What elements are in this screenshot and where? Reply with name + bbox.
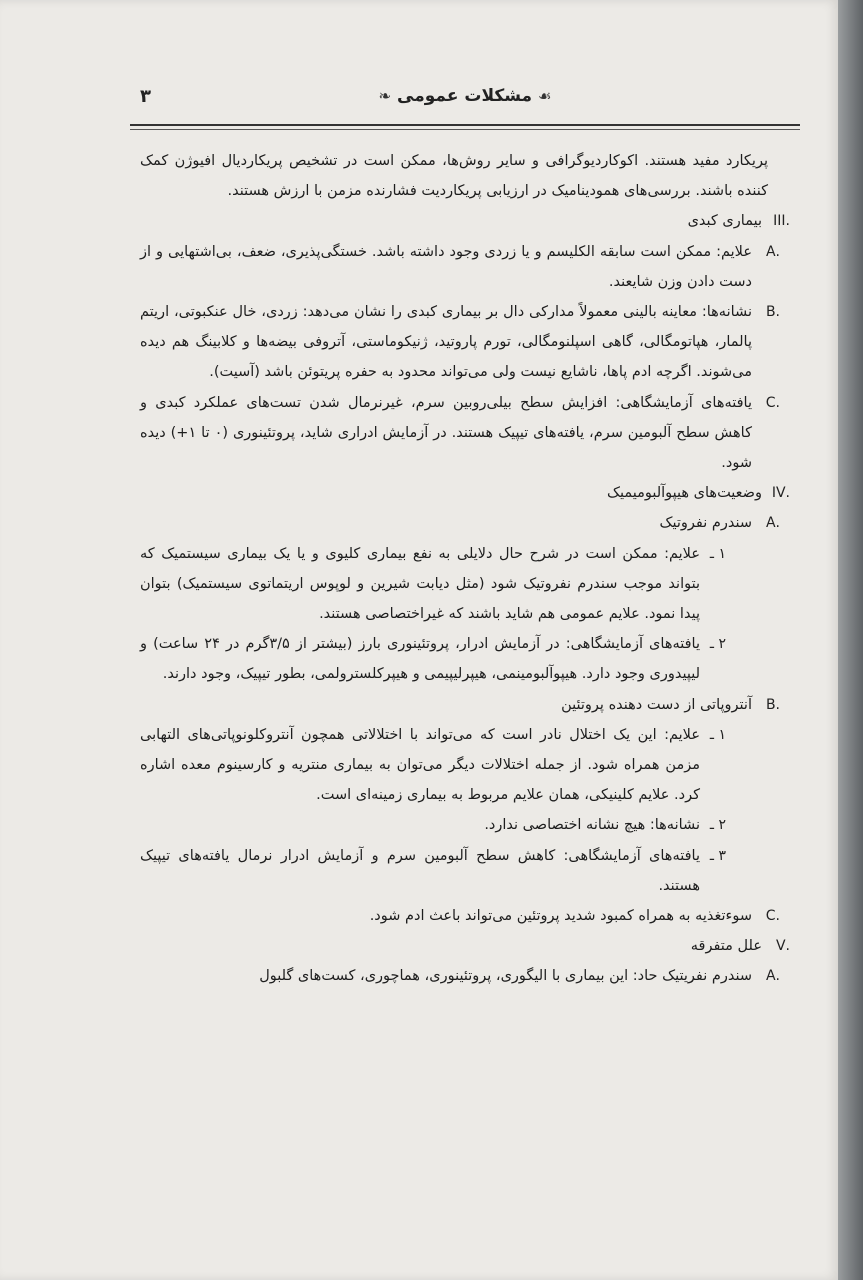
item-text: علایم: ممکن است سابقه الکلیسم و یا زردی وجود داشته باشد. خستگی‌پذیری، ضعف، بی‌اشتهایی و از دست دادن وزن شایعند. xyxy=(140,243,752,290)
item-marker: .C xyxy=(765,908,780,925)
section-title: علل متفرقه xyxy=(690,938,762,955)
item-text: یافته‌های آزمایشگاهی: در آزمایش ادرار، پروتئینوری بارز (بیشتر از ۳/۵گرم در ۲۴ ساعت) و لیپیدوری وجود دارد. هیپوآلبومینمی، هیپرلیپیمی و هیپرکلسترولمی، بطور تیپیک، وجود دارند. xyxy=(140,636,701,683)
header-rule-thin xyxy=(130,129,800,130)
list-item xyxy=(140,961,790,991)
numbered-item xyxy=(140,720,790,811)
item-marker: .A xyxy=(765,515,780,532)
numbered-item xyxy=(140,539,790,630)
section-title: بیماری کبدی xyxy=(687,213,762,230)
number-marker: ۳ ـ xyxy=(709,847,726,864)
item-marker: .A xyxy=(765,968,780,985)
number-marker: ۱ ـ xyxy=(709,726,726,743)
header-rule xyxy=(130,124,800,126)
list-item xyxy=(140,901,790,931)
page-header xyxy=(130,86,800,122)
item-text: یافته‌های آزمایشگاهی: افزایش سطح بیلی‌روبین سرم، غیرنرمال شدن تست‌های عملکرد کبدی و کاهش سطح آلبومین سرم، یافته‌های تیپیک هستند. در آزمایش ادراری شاید، پروتئینوری (۰ تا ‎+۱) دیده شود. xyxy=(140,394,753,472)
list-item xyxy=(140,237,790,297)
ornament-icon: ☙ xyxy=(538,87,552,105)
section-heading xyxy=(140,931,790,961)
section-heading xyxy=(140,478,790,508)
item-marker: .C xyxy=(765,394,780,411)
item-text: علایم: ممکن است در شرح حال دلایلی به نفع بیماری کلیوی و یا یک بیماری سیستمیک که بتواند موجب سندرم نفروتیک شود (مثل دیابت شیرین و لوپوس اریتماتوی سیستمیک) بتوان پیدا نمود. علایم عمومی هم شاید باشند که غیراختصاصی هستند. xyxy=(140,545,700,623)
list-item xyxy=(140,508,790,538)
chapter-title: مشکلات عمومی xyxy=(397,86,533,106)
item-text: نشانه‌ها: معاینه بالینی معمولاً مدارکی دال بر بیماری کبدی را نشان می‌دهد: زردی، خال عنکبوتی، اریتم پالمار، هپاتومگالی، گاهی اسپلنومگالی، تورم پاروتید، ژنیکوماستی، آتروفی بیضه‌ها و کلابینگ هم دیده می‌شوند. اگرچه ادم پاها، ناشایع نیست ولی می‌تواند محدود به حفره پریتوئن باشد (آسیت). xyxy=(140,304,752,381)
list-item xyxy=(140,690,790,720)
number-marker: ۱ ـ xyxy=(709,545,726,562)
numbered-item xyxy=(140,810,790,840)
section-title: وضعیت‌های هیپوآلبومیمیک xyxy=(606,485,762,502)
numbered-item xyxy=(140,629,790,689)
section-marker: .III xyxy=(773,213,790,230)
section-marker: .V xyxy=(775,938,790,955)
item-text: علایم: این یک اختلال نادر است که می‌تواند با اختلالاتی همچون آنتروکلونوپاتی‌های التهابی مزمن همراه شود. از جمله اختلالات دیگر می‌توان به بیماری منتریه و کارسینوم معده اشاره کرد. علایم کلینیکی، همان علایم مربوط به بیماری زمینه‌ای است. xyxy=(140,726,700,804)
section-marker: .IV xyxy=(771,485,790,502)
item-text: سندرم نفریتیک حاد: این بیماری با الیگوری، پروتئینوری، هماچوری، کست‌های گلبول xyxy=(259,968,752,985)
page-title xyxy=(130,86,800,106)
item-marker: .B xyxy=(765,304,780,321)
item-marker: .A xyxy=(765,243,780,260)
number-marker: ۲ ـ xyxy=(709,817,726,834)
item-title: سندرم نفروتیک xyxy=(659,515,752,532)
item-text: یافته‌های آزمایشگاهی: کاهش سطح آلبومین سرم و آزمایش ادرار نرمال یافته‌های تیپیک هستند. xyxy=(140,847,700,894)
ornament-icon: ❧ xyxy=(378,87,392,105)
page-body xyxy=(140,146,790,992)
item-text: نشانه‌ها: هیچ نشانه اختصاصی ندارد. xyxy=(484,817,700,834)
section-heading xyxy=(140,206,790,236)
list-item xyxy=(140,297,790,388)
item-text: سوءتغذیه به همراه کمبود شدید پروتئین می‌تواند باعث ادم شود. xyxy=(369,908,752,925)
item-title: آنتروپاتی از دست دهنده پروتئین xyxy=(561,696,752,713)
item-marker: .B xyxy=(765,696,780,713)
list-item xyxy=(140,388,790,479)
intro-paragraph: پریکارد مفید هستند. اکوکاردیوگرافی و سایر روش‌ها، ممکن است در تشخیص پریکاردیال افیوژن کمک کننده باشند. بررسی‌های همودینامیک در ارزیابی پریکاردیت فشارنده مزمن با ارزش هستند. xyxy=(140,153,768,200)
page-edge xyxy=(838,0,863,1280)
page-number: ۳ xyxy=(140,86,151,107)
numbered-item xyxy=(140,841,790,901)
number-marker: ۲ ـ xyxy=(709,636,726,653)
